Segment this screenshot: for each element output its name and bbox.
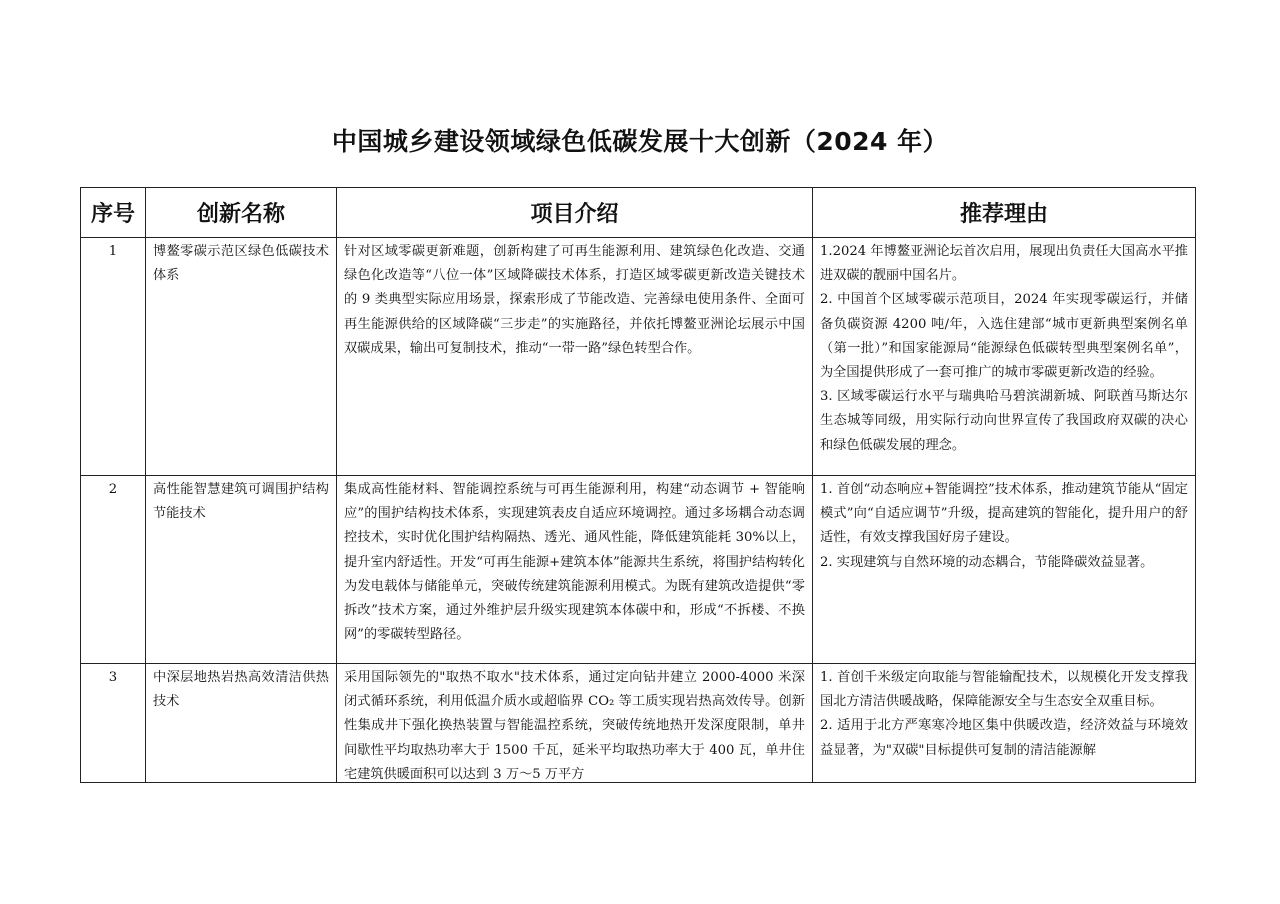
recommend-reasons xyxy=(813,476,1196,664)
page-title: 中国城乡建设领域绿色低碳发展十大创新（2024 年） xyxy=(331,127,949,156)
reason-item: 2. 实现建筑与自然环境的动态耦合，节能降碳效益显著。 xyxy=(820,554,1154,570)
header-name: 创新名称 xyxy=(146,188,337,238)
table-bottom-border xyxy=(80,782,1196,783)
innovation-table xyxy=(80,187,1196,791)
header-reason: 推荐理由 xyxy=(813,188,1196,238)
table-row xyxy=(81,238,1196,476)
table-row xyxy=(81,664,1196,791)
project-intro: 集成高性能材料、智能调控系统与可再生能源利用，构建“动态调节 + 智能响应”的围护结构技术体系，实现建筑表皮自适应环境调控。通过多场耦合动态调控技术，实时优化围护结构隔热、透光、通风性能，降低建筑能耗 30%以上，提升室内舒适性。开发“可再生能源+建筑本体”能源共生系统，将围护结构转化为发电载体与储能单元，突破传统建筑能源利用模式。为既有建筑改造提供“零拆改”技术方案，通过外维护层升级实现建筑本体碳中和，形成“不拆楼、不换网”的零碳转型路径。 xyxy=(337,476,813,664)
innovation-name: 中深层地热岩热高效清洁供热技术 xyxy=(146,664,337,791)
reason-item: 1. 首创千米级定向取能与智能输配技术，以规模化开发支撑我国北方清洁供暖战略，保障能源安全与生态安全双重目标。 xyxy=(820,670,1188,710)
header-no: 序号 xyxy=(81,188,146,238)
reason-item: 2. 适用于北方严寒寒冷地区集中供暖改造，经济效益与环境效益显著，为"双碳"目标提供可复制的清洁能源解 xyxy=(820,718,1188,758)
page-cut-mask xyxy=(0,783,1280,904)
reason-item: 1.2024 年博鳌亚洲论坛首次启用，展现出负责任大国高水平推进双碳的靓丽中国名片。 xyxy=(820,244,1188,284)
innovation-name: 高性能智慧建筑可调围护结构节能技术 xyxy=(146,476,337,664)
project-intro: 针对区域零碳更新难题，创新构建了可再生能源利用、建筑绿色化改造、交通绿色化改造等“八位一体”区域降碳技术体系，打造区域零碳更新改造关键技术的 9 类典型实际应用场景，探索形成了节能改造、完善绿电使用条件、全面可再生能源供给的区域降碳“三步走”的实施路径，并依托博鳌亚洲论坛展示中国双碳成果，输出可复制技术，推动“一带一路”绿色转型合作。 xyxy=(337,238,813,476)
table-row xyxy=(81,476,1196,664)
row-number: 2 xyxy=(81,476,146,664)
row-number: 1 xyxy=(81,238,146,476)
reason-item: 2. 中国首个区域零碳示范项目，2024 年实现零碳运行，并储备负碳资源 4200 吨/年，入选住建部“城市更新典型案例名单（第一批）”和国家能源局“能源绿色低碳转型典型案例名单”，为全国提供形成了一套可推广的城市零碳更新改造的经验。 xyxy=(820,292,1188,381)
reason-item: 3. 区域零碳运行水平与瑞典哈马碧滨湖新城、阿联酋马斯达尔生态城等同级，用实际行动向世界宣传了我国政府双碳的决心和绿色低碳发展的理念。 xyxy=(820,389,1188,453)
row-number: 3 xyxy=(81,664,146,791)
recommend-reasons xyxy=(813,664,1196,791)
reason-item: 1. 首创“动态响应+智能调控”技术体系，推动建筑节能从“固定模式”向“自适应调节”升级，提高建筑的智能化，提升用户的舒适性，有效支撑我国好房子建设。 xyxy=(820,482,1188,546)
table-header-row xyxy=(81,188,1196,238)
innovation-name: 博鳌零碳示范区绿色低碳技术体系 xyxy=(146,238,337,476)
project-intro: 采用国际领先的"取热不取水"技术体系，通过定向钻井建立 2000-4000 米深闭式循环系统，利用低温介质水或超临界 CO₂ 等工质实现岩热高效传导。创新性集成井下强化换热装置与智能温控系统，突破传统地热开发深度限制，单井间歇性平均取热功率大于 1500 千瓦，延米平均取热功率大于 400 瓦，单井住宅建筑供暖面积可以达到 3 万～5 万平方 xyxy=(337,664,813,791)
recommend-reasons xyxy=(813,238,1196,476)
header-intro: 项目介绍 xyxy=(337,188,813,238)
